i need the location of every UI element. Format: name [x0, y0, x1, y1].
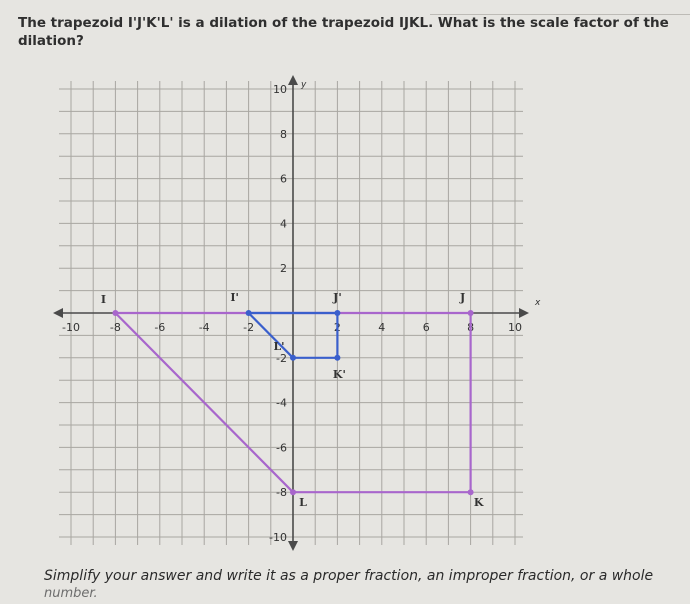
- x-tick-label: -2: [243, 321, 255, 334]
- y-tick-label: -10: [269, 531, 287, 544]
- x-tick-label: 6: [422, 321, 430, 334]
- x-tick-label: 10: [508, 321, 522, 334]
- vertex-label: L': [273, 339, 285, 353]
- vertex-label: J: [459, 291, 466, 304]
- vertex-label: I': [230, 291, 239, 304]
- instruction-text: [44, 566, 684, 604]
- vertex-point: [334, 310, 340, 316]
- x-axis-arrow-right: [519, 308, 529, 318]
- instruction-line-2: number.: [44, 586, 98, 601]
- vertex-point: [290, 489, 296, 495]
- y-axis-label: y: [301, 80, 307, 90]
- vertex-point: [334, 355, 340, 361]
- y-tick-label: -6: [276, 441, 287, 455]
- vertex-label: K': [332, 367, 346, 381]
- vertex-point: [112, 310, 118, 316]
- vertex-label: J': [333, 291, 342, 304]
- vertex-point: [468, 310, 474, 316]
- instruction-line-1: Simplify your answer and write it as a proper fraction, an improper fraction, or a whole: [44, 568, 654, 584]
- x-tick-label: 4: [378, 321, 386, 334]
- y-tick-label: 8: [280, 127, 287, 141]
- y-tick-label: -8: [276, 486, 287, 500]
- y-axis-arrow-down: [288, 541, 298, 551]
- question-text: The trapezoid I'J'K'L' is a dilation of the trapezoid IJKL. What is the scale factor of the dilation?: [18, 15, 669, 49]
- vertex-label: K: [473, 496, 484, 510]
- y-tick-label: 6: [280, 172, 287, 186]
- x-tick-label: -4: [198, 321, 210, 334]
- x-axis-arrow-left: [53, 308, 63, 318]
- y-tick-label: -4: [276, 396, 287, 410]
- y-axis-arrow-up: [288, 75, 298, 85]
- vertex-point: [290, 355, 296, 361]
- x-tick-label: -10: [62, 321, 80, 334]
- y-tick-label: 4: [280, 217, 287, 231]
- vertex-label: I: [100, 293, 106, 306]
- y-tick-label: 2: [280, 262, 287, 276]
- x-tick-label: -8: [109, 321, 121, 334]
- vertex-point: [468, 489, 474, 495]
- y-tick-label: -2: [276, 351, 287, 365]
- vertex-point: [246, 310, 252, 316]
- y-tick-label: 10: [273, 83, 287, 96]
- x-axis-label: x: [535, 298, 541, 308]
- x-tick-label: -6: [154, 321, 166, 334]
- x-tick-label: 2: [333, 321, 341, 334]
- x-tick-label: 8: [467, 321, 475, 334]
- vertex-label: L: [299, 496, 307, 510]
